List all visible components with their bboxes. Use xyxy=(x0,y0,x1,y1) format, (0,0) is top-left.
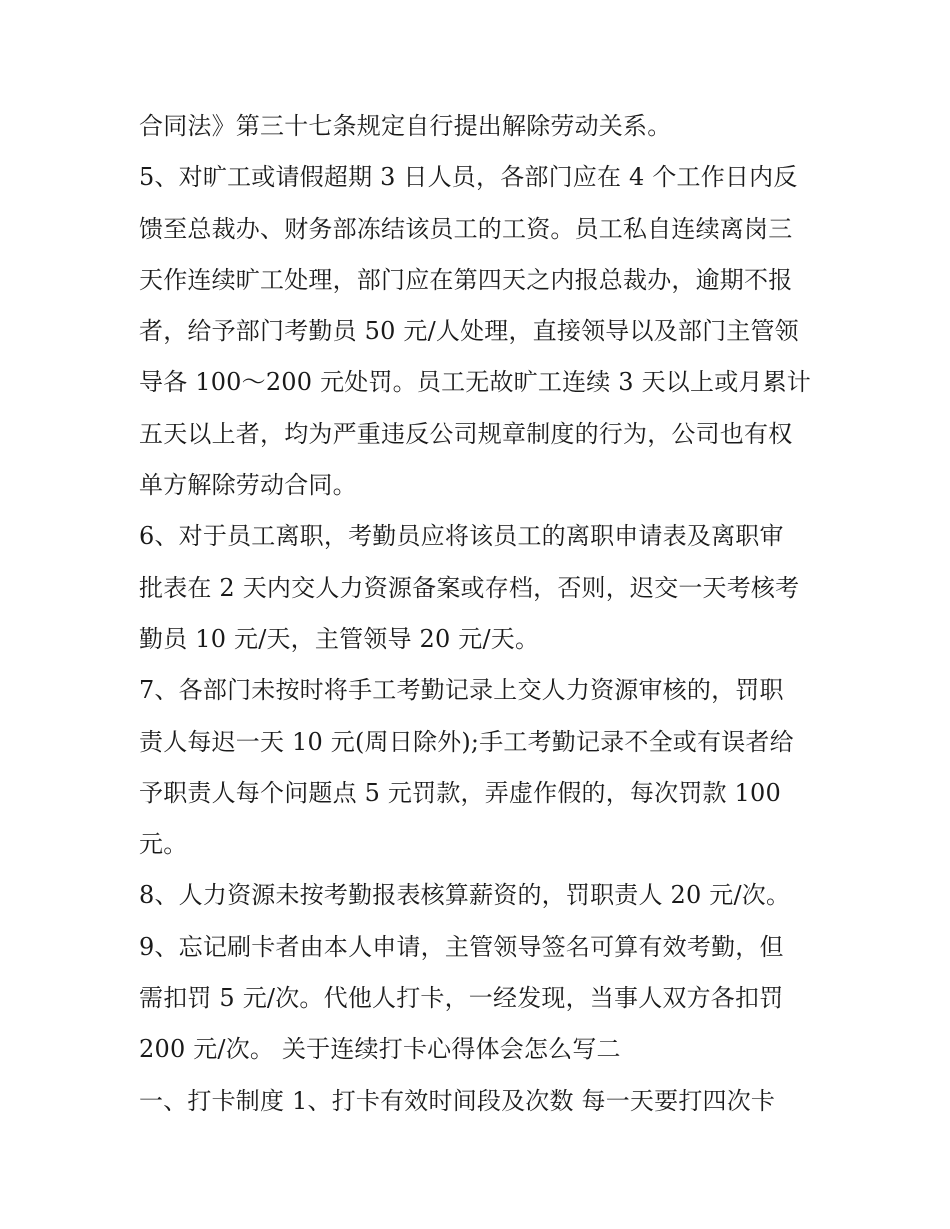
text-line: 导各 100～200 元处罚。员工无故旷工连续 3 天以上或月累计 xyxy=(139,368,812,397)
text-line: 一、打卡制度 1、打卡有效时间段及次数 每一天要打四次卡 xyxy=(139,1086,776,1115)
text-line: 7、各部门未按时将手工考勤记录上交人力资源审核的，罚职 xyxy=(139,676,784,705)
text-line: 予职责人每个问题点 5 元罚款，弄虚作假的，每次罚款 100 xyxy=(139,778,781,807)
text-line: 元。 xyxy=(139,830,188,859)
text-line: 合同法》第三十七条规定自行提出解除劳动关系。 xyxy=(139,112,672,140)
text-line: 需扣罚 5 元/次。代他人打卡，一经发现，当事人双方各扣罚 xyxy=(139,984,784,1013)
text-line: 勤员 10 元/天，主管领导 20 元/天。 xyxy=(139,624,540,653)
text-line: 8、人力资源未按考勤报表核算薪资的，罚职责人 20 元/次。 xyxy=(139,881,791,910)
text-line: 者，给予部门考勤员 50 元/人处理，直接领导以及部门主管领 xyxy=(139,317,799,346)
text-line: 9、忘记刷卡者由本人申请，主管领导签名可算有效考勤，但 xyxy=(139,932,784,961)
text-line: 6、对于员工离职，考勤员应将该员工的离职申请表及离职审 xyxy=(139,522,784,551)
text-line: 200 元/次。 关于连续打卡心得体会怎么写二 xyxy=(139,1035,621,1064)
document-body xyxy=(139,101,829,1127)
text-line: 单方解除劳动合同。 xyxy=(139,471,357,500)
text-line: 天作连续旷工处理，部门应在第四天之内报总裁办，逾期不报 xyxy=(139,265,793,294)
text-line: 批表在 2 天内交人力资源备案或存档，否则，迟交一天考核考 xyxy=(139,573,800,602)
text-line: 五天以上者，均为严重违反公司规章制度的行为，公司也有权 xyxy=(139,419,793,448)
text-line: 责人每迟一天 10 元(周日除外);手工考勤记录不全或有误者给 xyxy=(139,727,794,756)
text-line: 馈至总裁办、财务部冻结该员工的工资。员工私自连续离岗三 xyxy=(139,214,793,243)
text-line: 5、对旷工或请假超期 3 日人员，各部门应在 4 个工作日内反 xyxy=(139,163,798,192)
